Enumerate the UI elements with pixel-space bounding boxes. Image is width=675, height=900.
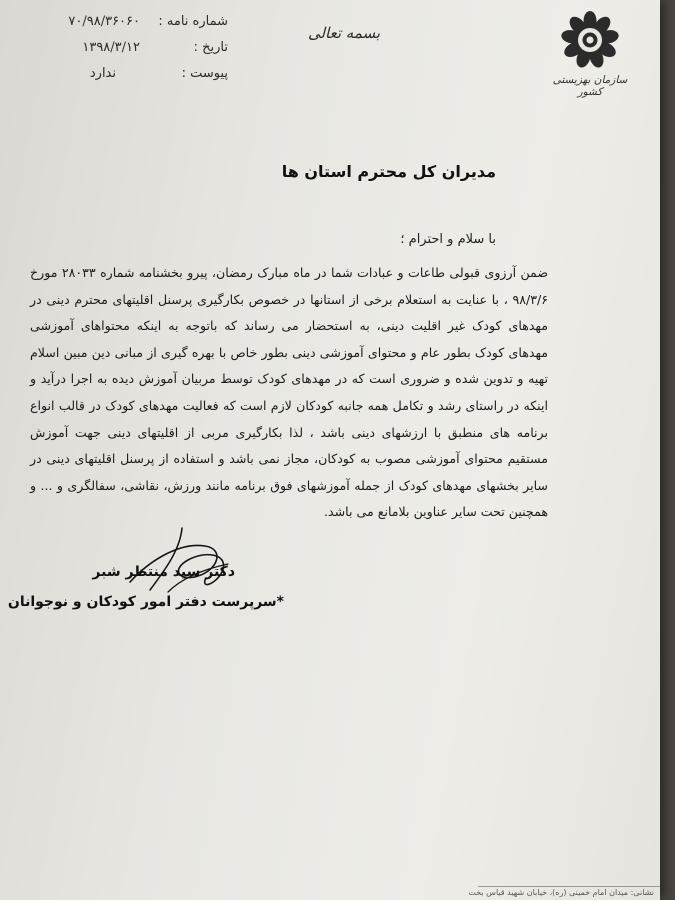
greeting-line: با سلام و احترام ؛ [400, 232, 496, 247]
letter-number-label: شماره نامه : [158, 14, 228, 29]
organization-logo [548, 8, 632, 104]
attachment-row [18, 66, 228, 81]
attachment-value: ندارد [89, 66, 116, 81]
signatory-name: دکتر سید منتظر شبر [92, 564, 235, 580]
flower-logo-icon [548, 8, 632, 74]
bismillah-heading: بسمه تعالی [307, 24, 381, 42]
letter-number-value: ۷۰/۹۸/۳۶۰۶۰ [68, 14, 140, 29]
organization-caption: سازمان بهزیستی کشور [552, 74, 628, 98]
signatory-title: *سرپرست دفتر امور کودکان و نوجوانان [7, 594, 284, 610]
letter-number-row [18, 14, 228, 29]
recipient-heading: مدیران کل محترم استان ها [281, 162, 496, 181]
date-row [18, 40, 228, 55]
footer-divider [478, 886, 660, 887]
attachment-label: پیوست : [181, 66, 228, 81]
date-label: تاریخ : [193, 40, 228, 55]
footer-address: نشانی: میدان امام خمینی (ره)، خیابان شهید قیاس بخت [468, 888, 654, 897]
letter-body: ضمن آرزوی قبولی طاعات و عبادات شما در ماه مبارک رمضان، پیرو بخشنامه شماره ۲۸۰۳۳ مورخ ۹۸/۳/۶ ، با عنایت به استعلام برخی از استانها در خصوص بکارگیری پرسنل اقلیتهای محترم دینی در مهدهای کودک غیر اقلیت دینی، به استحضار می رساند که باتوجه به اینکه محتواهای آموزشی مهدهای کودک بطور عام و محتوای آموزشی دینی بطور خاص با بهره گیری از مبانی دین مبین اسلام تهیه و تدوین شده و ضروری است که در مهدهای کودک توسط مربیان آموزش دیده به اجرا درآید و اینکه در راستای رشد و تکامل همه جانبه کودکان لازم است که فعالیت مهدهای کودک در قالب انواع برنامه های منطبق با ارزشهای دینی باشد ، لذا بکارگیری مربی از اقلیتهای دینی جهت آموزش مستقیم محتوای آموزشی مصوب به کودکان، مجاز نمی باشد و استفاده از پرسنل اقلیتهای دینی در سایر بخشهای مهدهای کودک از جمله آموزشهای فوق برنامه مانند ورزش، نقاشی، سفالگری و ... و همچنین تحت سایر عناوین بلامانع می باشد. [30, 265, 549, 520]
date-value: ۱۳۹۸/۳/۱۲ [82, 40, 140, 55]
